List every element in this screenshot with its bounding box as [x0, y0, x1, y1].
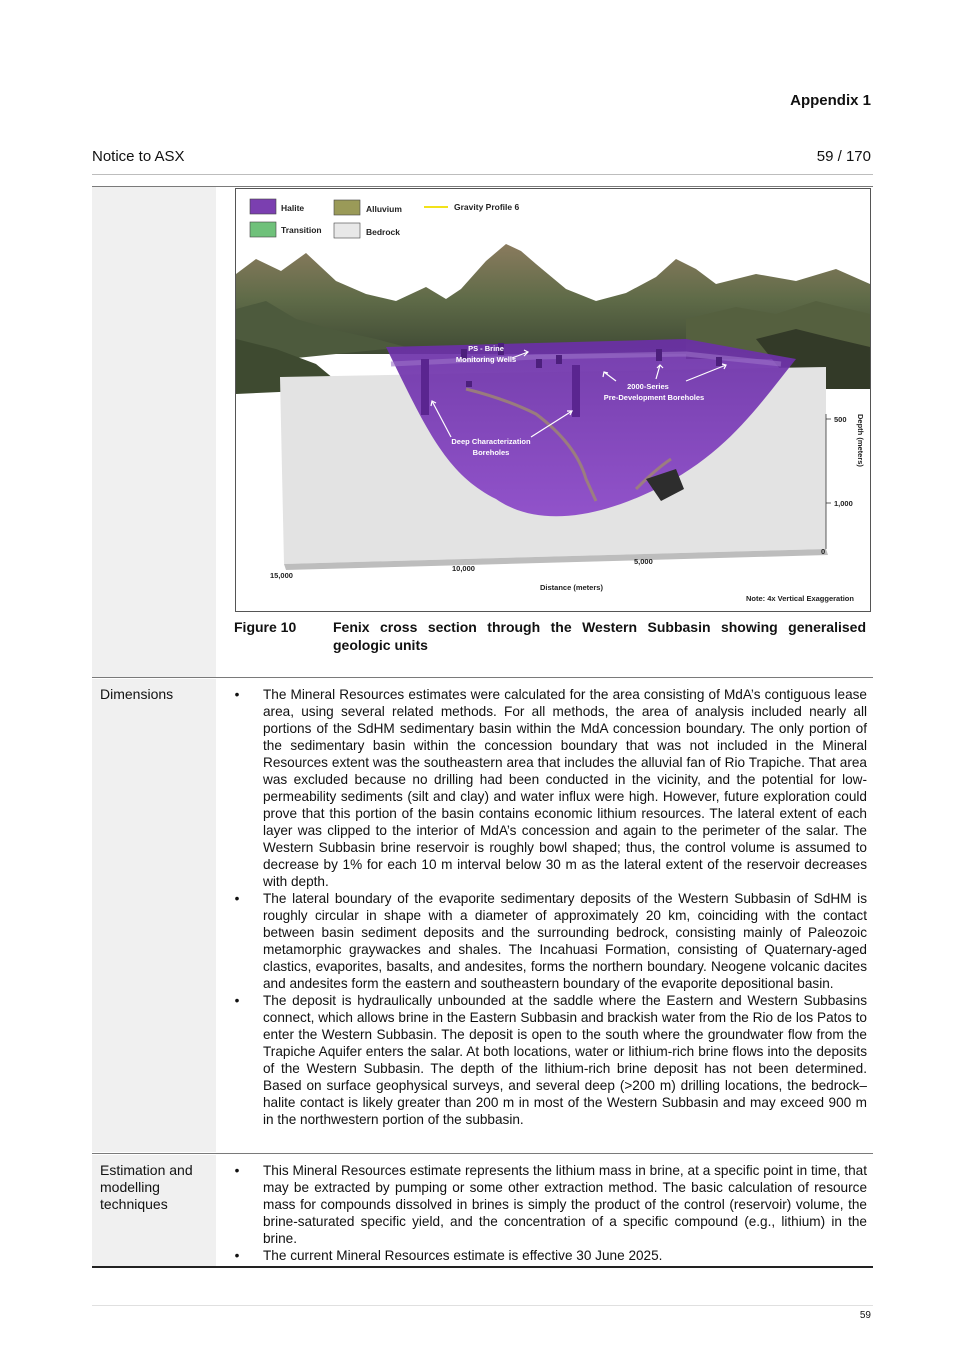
legend — [250, 199, 519, 238]
estimation-label: Estimation and modelling techniques — [100, 1162, 193, 1212]
list-item — [232, 1162, 867, 1247]
row-separator — [92, 677, 873, 678]
bullet-text: The deposit is hydraulically unbounded at the saddle where the Eastern and Western Subbasins connect, which allows brine in the Eastern Subbasin and brackish water from the Rio de los Patos to enter the Western Subbasin. The deposit is open to the south where the groundwater flow from the Trapiche Aquifer enters the salar. At both locations, water or lithium-rich brine flows into the deposits of the Western Subbasin. The depth of the lithium-rich brine deposit has not been determined. Based on surface geophysical surveys, and several deep (>200 m) drilling locations, the bedrock–halite contact is likely greater than 200 m in most of the Western Subbasin and may exceed 900 m in the northwestern portion of the subbasin. — [263, 993, 867, 1127]
bullet-text: The lateral boundary of the evaporite sedimentary deposits of the Western Subbasin of SdHM is roughly circular in shape with a diameter of approximately 20 km, coinciding with the contact between basin sediment deposits and the surrounding bedrock, consisting mainly of Paleozoic metamorphic graywackes and shales. The Incahuasi Formation, consisting of Quaternary-aged clastics, evaporites, basalts, and andesites, forms the northern boundary. Neogene volcanic dacites and andesites form the eastern and southeastern boundary of the evaporite depositional basin. — [263, 891, 867, 991]
distance-tick-10000: 10,000 — [452, 564, 475, 573]
list-item — [232, 1247, 867, 1264]
bullet-icon: • — [234, 891, 240, 906]
dimensions-row — [92, 679, 873, 1152]
estimation-label-cell — [92, 1155, 216, 1266]
dimensions-label: Dimensions — [100, 686, 174, 702]
legend-halite-swatch — [250, 199, 276, 214]
cross-section-graphic — [236, 189, 870, 611]
appendix-title: Appendix 1 — [790, 92, 871, 109]
bullet-icon: • — [234, 993, 240, 1008]
dimensions-label-cell — [92, 679, 216, 1152]
legend-bedrock-swatch — [334, 223, 360, 238]
bullet-text: The Mineral Resources estimates were calculated for the area consisting of MdA’s contiguous lease area, using several related methods. For all methods, the area of analysis included nearly all portions of the SdHM sedimentary basin within the MdA concession boundary. The only portion of the sedimentary basin within the concession boundary that was not included in the Mineral Resources extent was the southeastern area that includes the alluvial fan of Rio Trapiche. That area was excluded because no drilling had been conducted in the vicinity, and the potential for low-permeability sediments (silt and clay) and water influx were high. However, future exploration could prove that this portion of the basin contains economic lithium resources. The lateral extent of each layer was clipped to the interior of MdA’s concession and again to the perimeter of the salar. The Western Subbasin brine reservoir is roughly bowl shaped; thus, the control volume is assumed to decrease by 1% for each 10 m interval below 30 m as the lateral extent of the reservoir decreases with depth. — [263, 687, 867, 889]
figure-note: Note: 4x Vertical Exaggeration — [746, 594, 854, 603]
distance-axis-title: Distance (meters) — [540, 583, 603, 592]
bullet-icon: • — [234, 687, 240, 702]
bullet-text: The current Mineral Resources estimate is effective 30 June 2025. — [263, 1248, 663, 1263]
bullet-text: This Mineral Resources estimate represents the lithium mass in brine, at a specific point in time, that may be extracted by pumping or some other extraction method. The basic calculation of resource mass for compounds dissolved in brines is simply the product of the control (reservoir) volume, the brine-saturated specific yield, and the concentration of a specific compound (e.g., lithium) in the brine. — [263, 1163, 867, 1246]
figure-number: Figure 10 — [234, 619, 297, 635]
deep-label-line2: Boreholes — [472, 448, 510, 457]
legend-transition-label: Transition — [281, 225, 322, 235]
depth-tick-500: 500 — [834, 415, 847, 424]
series-label-line2: Pre-Development Boreholes — [603, 393, 705, 402]
document-title: Notice to ASX — [92, 148, 185, 165]
depth-axis-title: Depth (meters) — [856, 414, 865, 467]
list-item — [232, 992, 867, 1128]
series-label-line1: 2000-Series — [627, 382, 669, 391]
row-separator — [92, 1153, 873, 1154]
estimation-row — [92, 1155, 873, 1266]
legend-gravity-label: Gravity Profile 6 — [454, 202, 520, 212]
legend-alluvium-swatch — [334, 200, 360, 215]
footer-rule — [92, 1305, 873, 1306]
dimensions-bullet-list — [232, 686, 867, 1128]
header-rule — [92, 174, 873, 175]
depth-axis — [821, 414, 865, 556]
figure-row-label-cell — [92, 187, 216, 677]
legend-transition-swatch — [250, 222, 276, 237]
bullet-icon: • — [234, 1163, 240, 1178]
cross-section-figure — [235, 188, 871, 612]
legend-bedrock-label: Bedrock — [366, 227, 401, 237]
legend-alluvium-label: Alluvium — [366, 204, 402, 214]
list-item — [232, 890, 867, 992]
ps-brine-label-line1: PS - Brine — [468, 344, 504, 353]
depth-tick-1000: 1,000 — [834, 499, 853, 508]
page-number: 59 — [859, 1310, 871, 1321]
distance-tick-15000: 15,000 — [270, 571, 293, 580]
deep-label-line1: Deep Characterization — [451, 437, 531, 446]
figure-caption-text: Fenix cross section through the Western Subbasin showing generalised geologic units — [333, 619, 866, 653]
page-count: 59 / 170 — [816, 148, 871, 165]
table-bottom-rule — [92, 1266, 873, 1268]
bullet-icon: • — [234, 1248, 240, 1263]
ps-brine-label-line2: Monitoring Wells — [455, 355, 517, 364]
estimation-bullet-list — [232, 1162, 867, 1264]
legend-halite-label: Halite — [281, 203, 305, 213]
list-item — [232, 686, 867, 890]
depth-tick-0: 0 — [821, 547, 826, 556]
distance-tick-5000: 5,000 — [634, 557, 653, 566]
